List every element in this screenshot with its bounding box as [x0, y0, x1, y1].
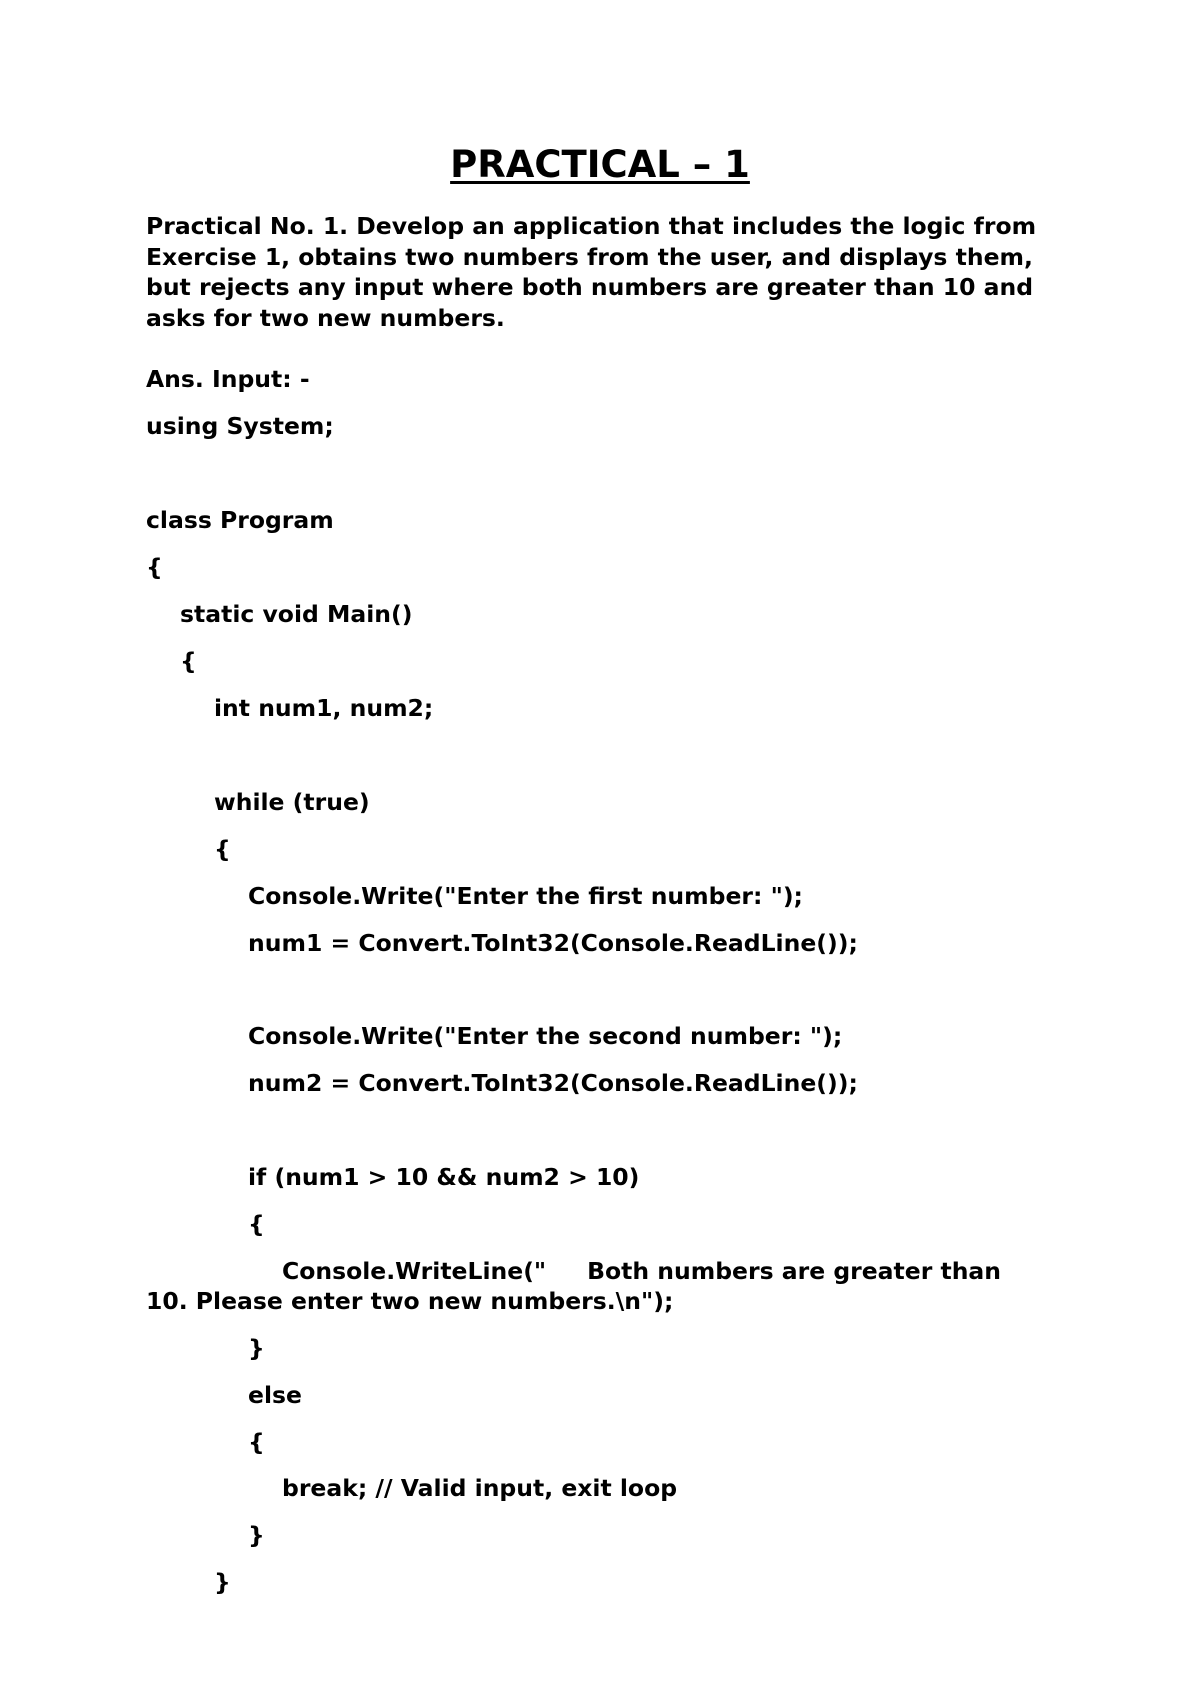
code-line-while-open: { — [214, 835, 231, 863]
code-line-writeline-part1: Console.WriteLine(" Both numbers are greater than — [282, 1257, 1002, 1285]
code-line-write-first: Console.Write("Enter the first number: "); — [248, 882, 803, 910]
code-line-break: break; // Valid input, exit loop — [282, 1474, 678, 1502]
code-line-else-open: { — [248, 1428, 265, 1456]
code-line-read-first: num1 = Convert.ToInt32(Console.ReadLine()); — [248, 929, 858, 957]
code-line-if-open: { — [248, 1210, 265, 1238]
code-line-main-open: { — [180, 647, 197, 675]
code-line-write-second: Console.Write("Enter the second number: "); — [248, 1022, 843, 1050]
code-line-else-decl: else — [248, 1381, 302, 1409]
code-line-while-decl: while (true) — [214, 788, 370, 816]
page-title: PRACTICAL – 1 — [450, 143, 750, 186]
code-line-main-decl: static void Main() — [180, 600, 413, 628]
code-line-if-close: } — [248, 1334, 265, 1362]
code-line-class-decl: class Program — [146, 506, 334, 534]
code-line-while-close: } — [214, 1568, 231, 1596]
code-line-using: using System; — [146, 412, 334, 440]
code-line-var-decl: int num1, num2; — [214, 694, 434, 722]
question-text: Practical No. 1. Develop an application that includes the logic from Exercise 1, obtains two numbers from the user, and displays them, but rejects any input where both numbers are greater than 10 and asks for two new numbers. — [146, 212, 1037, 332]
answer-label: Ans. Input: - — [146, 365, 310, 393]
code-line-writeline-part2: 10. Please enter two new numbers.\n"); — [146, 1287, 674, 1315]
code-line-class-open: { — [146, 553, 163, 581]
code-line-read-second: num2 = Convert.ToInt32(Console.ReadLine()); — [248, 1069, 858, 1097]
code-line-if-decl: if (num1 > 10 && num2 > 10) — [248, 1163, 640, 1191]
code-line-else-close: } — [248, 1521, 265, 1549]
